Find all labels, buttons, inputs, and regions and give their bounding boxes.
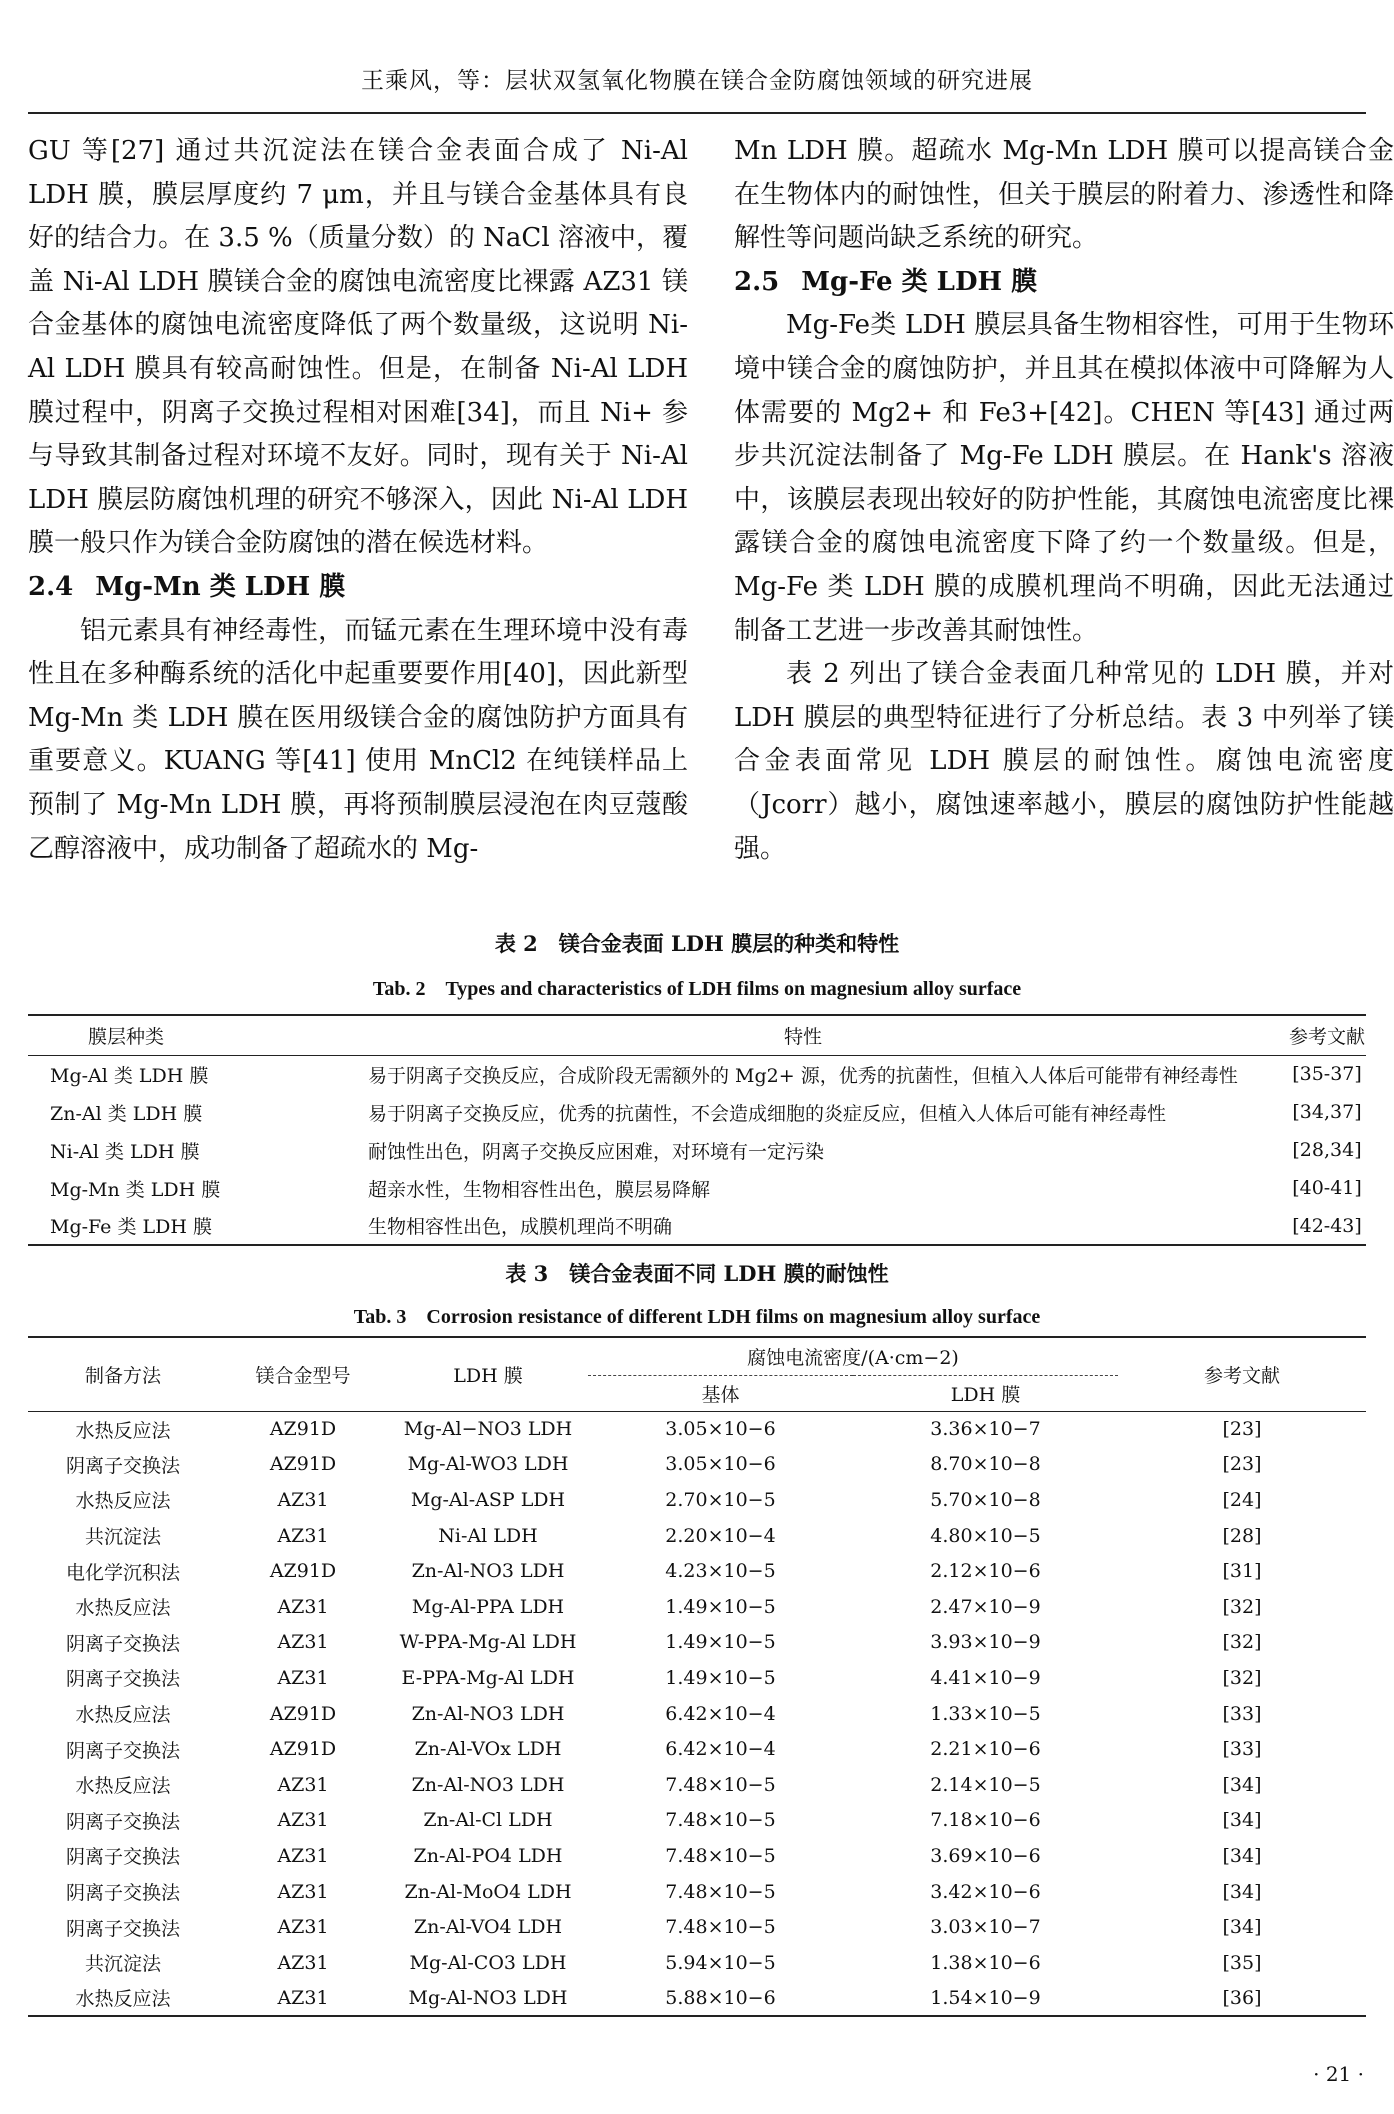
column-header: LDH 膜 bbox=[950, 1383, 1021, 1406]
column-header: 制备方法 bbox=[84, 1364, 161, 1387]
table-cell: AZ31 bbox=[277, 1666, 329, 1689]
table-row bbox=[28, 1055, 1366, 1093]
table-cell: AZ31 bbox=[277, 1773, 329, 1796]
table-cell: AZ31 bbox=[277, 1809, 329, 1832]
table-cell: 生物相容性出色，成膜机理尚不明确 bbox=[368, 1216, 673, 1238]
table-cell: [33] bbox=[1222, 1738, 1262, 1761]
table-cell: [34] bbox=[1222, 1809, 1262, 1832]
table-cell: 7.48×10−5 bbox=[665, 1844, 776, 1867]
table-header-row bbox=[28, 1015, 1366, 1055]
table-row bbox=[28, 1169, 1366, 1207]
table-3 bbox=[28, 1336, 1366, 2017]
table-cell: [32] bbox=[1222, 1631, 1262, 1654]
table-cell: Mg-Al-NO3 LDH bbox=[408, 1986, 568, 2009]
column-header: 特性 bbox=[783, 1025, 822, 1048]
table-cell: 1.33×10−5 bbox=[930, 1702, 1041, 1725]
table-cell: 7.48×10−5 bbox=[665, 1916, 776, 1939]
table-cell: AZ91D bbox=[269, 1453, 337, 1476]
table-cell: 5.88×10−6 bbox=[665, 1986, 776, 2009]
table-cell: 阴离子交换法 bbox=[65, 1917, 180, 1940]
column-group-header: 腐蚀电流密度/(A·cm−2) bbox=[588, 1337, 1118, 1375]
table-cell: AZ31 bbox=[277, 1844, 329, 1867]
table-cell: 1.38×10−6 bbox=[930, 1951, 1041, 1974]
table-cell: Ni-Al 类 LDH 膜 bbox=[50, 1140, 200, 1163]
table-cell: Zn-Al-NO3 LDH bbox=[411, 1702, 565, 1725]
table-cell: 7.48×10−5 bbox=[665, 1773, 776, 1796]
column-header: 基体 bbox=[701, 1383, 740, 1406]
table-cell: AZ31 bbox=[277, 1524, 329, 1547]
column-header: 镁合金型号 bbox=[255, 1364, 351, 1387]
table-cell: Mg-Mn 类 LDH 膜 bbox=[50, 1178, 221, 1201]
table-cell: 共沉淀法 bbox=[84, 1953, 161, 1976]
table-row bbox=[28, 1589, 1366, 1625]
page-number: · 21 · bbox=[1313, 2062, 1364, 2086]
table-cell: 2.70×10−5 bbox=[665, 1488, 776, 1511]
table-row bbox=[28, 1131, 1366, 1169]
table-row bbox=[28, 1411, 1366, 1447]
table-cell: W-PPA-Mg-Al LDH bbox=[399, 1631, 577, 1654]
table-cell: 超亲水性，生物相容性出色，膜层易降解 bbox=[368, 1178, 711, 1201]
section-title: Mg-Fe 类 LDH 膜 bbox=[801, 266, 1038, 297]
table-row bbox=[28, 1981, 1366, 2017]
table-cell: 2.21×10−6 bbox=[930, 1738, 1041, 1761]
table-cell: 3.36×10−7 bbox=[930, 1418, 1041, 1441]
table-cell: Zn-Al-NO3 LDH bbox=[411, 1773, 565, 1796]
table-cell: 6.42×10−4 bbox=[665, 1738, 776, 1761]
table-cell: AZ31 bbox=[277, 1631, 329, 1654]
table-2 bbox=[28, 1014, 1366, 1246]
table-cell: 1.49×10−5 bbox=[665, 1631, 776, 1654]
table-cell: Ni-Al LDH bbox=[438, 1524, 538, 1547]
column-header: 参考文献 bbox=[1288, 1025, 1365, 1048]
table-cell: 阴离子交换法 bbox=[65, 1739, 180, 1762]
table-cell: 阴离子交换法 bbox=[65, 1668, 180, 1691]
table-row bbox=[28, 1482, 1366, 1518]
table-row bbox=[28, 1447, 1366, 1483]
table-cell: Zn-Al 类 LDH 膜 bbox=[50, 1102, 203, 1125]
table-cell: 5.70×10−8 bbox=[930, 1488, 1041, 1511]
table-cell: 4.41×10−9 bbox=[930, 1666, 1041, 1689]
table-cell: 4.23×10−5 bbox=[665, 1560, 776, 1583]
table-cell: 8.70×10−8 bbox=[930, 1453, 1041, 1476]
table-cell: [28] bbox=[1222, 1524, 1262, 1547]
table-row bbox=[28, 1767, 1366, 1803]
table-cell: 水热反应法 bbox=[75, 1597, 171, 1620]
table-cell: 阴离子交换法 bbox=[65, 1454, 180, 1477]
table-cell: 1.54×10−9 bbox=[930, 1986, 1041, 2009]
table-cell: Zn-Al-NO3 LDH bbox=[411, 1560, 565, 1583]
paragraph: Mg-Fe类 LDH 膜层具备生物相容性，可用于生物环境中镁合金的腐蚀防护，并且其在模拟体液中可降解为人体需要的 Mg2+ 和 Fe3+[42]。CHEN 等[43] 通过两步共沉淀法制备了 Mg-Fe LDH 膜层。在 Hank's 溶液中，该膜层表现出较好的防护性能，其腐蚀电流密度比裸露镁合金的腐蚀电流密度下降了约一个数量级。但是，Mg-Fe 类 LDH 膜的成膜机理尚不明确，因此无法通过制备工艺进一步改善其耐蚀性。 bbox=[734, 310, 1394, 646]
table-row bbox=[28, 1945, 1366, 1981]
table3-caption-zh: 表 3 镁合金表面不同 LDH 膜的耐蚀性 bbox=[505, 1261, 889, 1286]
table-cell: 阴离子交换法 bbox=[65, 1846, 180, 1869]
column-header: LDH 膜 bbox=[453, 1364, 523, 1387]
paragraph: GU 等[27] 通过共沉淀法在镁合金表面合成了 Ni-Al LDH 膜，膜层厚度约 7 μm，并且与镁合金基体具有良好的结合力。在 3.5 %（质量分数）的 NaCl 溶液中，覆盖 Ni-Al LDH 膜镁合金的腐蚀电流密度比裸露 AZ31 镁合金基体的腐蚀电流密度降低了两个数量级，这说明 Ni-Al LDH 膜具有较高耐蚀性。但是，在制备 Ni-Al LDH 膜过程中，阴离子交换过程相对困难[34]，而且 Ni+ 参与导致其制备过程对环境不友好。同时，现有关于 Ni-Al LDH 膜层防腐蚀机理的研究不够深入，因此 Ni-Al LDH 膜一般只作为镁合金防腐蚀的潜在候选材料。 bbox=[28, 136, 688, 559]
table-cell: 3.05×10−6 bbox=[665, 1418, 776, 1441]
table-cell: [40-41] bbox=[1292, 1177, 1362, 1199]
table-cell: AZ31 bbox=[277, 1880, 329, 1903]
table-cell: 水热反应法 bbox=[75, 1419, 171, 1442]
table-cell: 水热反应法 bbox=[75, 1704, 171, 1727]
table-cell: 2.20×10−4 bbox=[665, 1524, 776, 1547]
table-cell: [42-43] bbox=[1292, 1214, 1362, 1237]
table-cell: 4.80×10−5 bbox=[930, 1524, 1041, 1547]
paragraph: 铝元素具有神经毒性，而锰元素在生理环境中没有毒性且在多种酶系统的活化中起重要要作用[40]，因此新型 Mg-Mn 类 LDH 膜在医用级镁合金的腐蚀防护方面具有重要意义。KUANG 等[41] 使用 MnCl2 在纯镁样品上预制了 Mg-Mn LDH 膜，再将预制膜层浸泡在肉豆蔻酸乙醇溶液中，成功制备了超疏水的 Mg- bbox=[28, 615, 688, 864]
table-row bbox=[28, 1207, 1366, 1245]
table-row bbox=[28, 1660, 1366, 1696]
table-cell: Zn-Al-MoO4 LDH bbox=[404, 1880, 572, 1903]
table-cell: [28,34] bbox=[1292, 1139, 1362, 1161]
section-heading-2-4 bbox=[28, 566, 688, 610]
table2-caption-en: Tab. 2 Types and characteristics of LDH films on magnesium alloy surface bbox=[372, 978, 1022, 1000]
table-cell: 阴离子交换法 bbox=[65, 1882, 180, 1905]
table-cell: Mg-Al 类 LDH 膜 bbox=[50, 1064, 209, 1087]
table-cell: [35] bbox=[1222, 1951, 1262, 1974]
table3-caption-en: Tab. 3 Corrosion resistance of different LDH films on magnesium alloy surface bbox=[353, 1306, 1041, 1328]
paragraph: Mn LDH 膜。超疏水 Mg-Mn LDH 膜可以提高镁合金在生物体内的耐蚀性，但关于膜层的附着力、渗透性和降解性等问题尚缺乏系统的研究。 bbox=[734, 136, 1394, 254]
table-row bbox=[28, 1731, 1366, 1767]
table-cell: 2.47×10−9 bbox=[930, 1595, 1041, 1618]
table-cell: Mg-Fe 类 LDH 膜 bbox=[50, 1216, 212, 1238]
right-column bbox=[734, 130, 1394, 871]
table-cell: [32] bbox=[1222, 1666, 1262, 1689]
left-column bbox=[28, 130, 688, 871]
table-cell: [34] bbox=[1222, 1844, 1262, 1867]
table-cell: AZ91D bbox=[269, 1702, 337, 1725]
table-cell: 2.12×10−6 bbox=[930, 1560, 1041, 1583]
table-cell: 水热反应法 bbox=[75, 1490, 171, 1513]
table-cell: 3.93×10−9 bbox=[930, 1631, 1041, 1654]
table-cell: AZ91D bbox=[269, 1560, 337, 1583]
table-cell: 3.42×10−6 bbox=[930, 1880, 1041, 1903]
table-cell: Mg-Al-WO3 LDH bbox=[407, 1453, 569, 1476]
section-title: Mg-Mn 类 LDH 膜 bbox=[95, 571, 346, 602]
table-cell: 1.49×10−5 bbox=[665, 1666, 776, 1689]
table-cell: 易于阴离子交换反应，优秀的抗菌性，不会造成细胞的炎症反应，但植入人体后可能有神经毒性 bbox=[368, 1102, 1167, 1125]
table-cell: 3.05×10−6 bbox=[665, 1453, 776, 1476]
table-cell: AZ31 bbox=[277, 1916, 329, 1939]
table-cell: Zn-Al-PO4 LDH bbox=[413, 1844, 563, 1867]
table-cell: AZ31 bbox=[277, 1951, 329, 1974]
table-cell: 7.48×10−5 bbox=[665, 1880, 776, 1903]
table-cell: 3.03×10−7 bbox=[930, 1916, 1041, 1939]
table-cell: [23] bbox=[1222, 1418, 1262, 1441]
table-row bbox=[28, 1093, 1366, 1131]
table-cell: [23] bbox=[1222, 1453, 1262, 1476]
table-cell: Mg-Al-PPA LDH bbox=[411, 1595, 565, 1618]
table-cell: [36] bbox=[1222, 1986, 1262, 2009]
header-rule bbox=[28, 112, 1366, 114]
table-row bbox=[28, 1553, 1366, 1589]
table-cell: 水热反应法 bbox=[75, 1988, 171, 2011]
table-cell: [34] bbox=[1222, 1773, 1262, 1796]
column-header: 参考文献 bbox=[1203, 1364, 1280, 1387]
table-cell: [32] bbox=[1222, 1595, 1262, 1618]
table-cell: 6.42×10−4 bbox=[665, 1702, 776, 1725]
table-cell: [31] bbox=[1222, 1560, 1262, 1583]
table-cell: AZ31 bbox=[277, 1986, 329, 2009]
table-cell: 7.18×10−6 bbox=[930, 1809, 1041, 1832]
table-cell: 阴离子交换法 bbox=[65, 1632, 180, 1655]
table-cell: 5.94×10−5 bbox=[665, 1951, 776, 1974]
table-cell: 易于阴离子交换反应，合成阶段无需额外的 Mg2+ 源，优秀的抗菌性，但植入人体后可能带有神经毒性 bbox=[368, 1064, 1238, 1087]
table-cell: 3.69×10−6 bbox=[930, 1844, 1041, 1867]
table-cell: Mg-Al−NO3 LDH bbox=[403, 1418, 573, 1441]
table-cell: AZ91D bbox=[269, 1738, 337, 1761]
section-number: 2.4 bbox=[28, 571, 74, 602]
table-cell: AZ91D bbox=[269, 1418, 337, 1441]
column-header: 膜层种类 bbox=[88, 1025, 165, 1048]
table-cell: 1.49×10−5 bbox=[665, 1595, 776, 1618]
table-cell: 耐蚀性出色，阴离子交换反应困难，对环境有一定污染 bbox=[368, 1140, 825, 1163]
table-cell: [35-37] bbox=[1292, 1063, 1362, 1086]
table-row bbox=[28, 1803, 1366, 1839]
table-row bbox=[28, 1518, 1366, 1554]
table-row bbox=[28, 1838, 1366, 1874]
section-heading-2-5 bbox=[734, 261, 1394, 305]
table-cell: [34] bbox=[1222, 1916, 1262, 1939]
table-cell: Mg-Al-CO3 LDH bbox=[409, 1951, 567, 1974]
table-cell: Zn-Al-VO4 LDH bbox=[413, 1916, 563, 1939]
running-head: 王乘风，等：层状双氢氧化物膜在镁合金防腐蚀领域的研究进展 bbox=[361, 68, 1033, 94]
section-number: 2.5 bbox=[734, 266, 780, 297]
table-cell: 2.14×10−5 bbox=[930, 1773, 1041, 1796]
table-cell: Zn-Al-VOx LDH bbox=[414, 1738, 562, 1761]
table-cell: Mg-Al-ASP LDH bbox=[410, 1488, 566, 1511]
table-cell: E-PPA-Mg-Al LDH bbox=[401, 1666, 575, 1689]
table-header-row bbox=[28, 1337, 1366, 1375]
table-row bbox=[28, 1696, 1366, 1732]
table-cell: 水热反应法 bbox=[75, 1775, 171, 1798]
table2-caption-zh: 表 2 镁合金表面 LDH 膜层的种类和特性 bbox=[494, 931, 900, 956]
table-row bbox=[28, 1909, 1366, 1945]
table-cell: [34,37] bbox=[1292, 1101, 1362, 1123]
table-cell: 7.48×10−5 bbox=[665, 1809, 776, 1832]
table-cell: 共沉淀法 bbox=[84, 1526, 161, 1549]
table-cell: [33] bbox=[1222, 1702, 1262, 1725]
paragraph: 表 2 列出了镁合金表面几种常见的 LDH 膜，并对 LDH 膜层的典型特征进行了分析总结。表 3 中列举了镁合金表面常见 LDH 膜层的耐蚀性。腐蚀电流密度（Jcorr）越小，腐蚀速率越小，膜层的腐蚀防护性能越强。 bbox=[734, 659, 1394, 864]
table-cell: [34] bbox=[1222, 1880, 1262, 1903]
table-cell: 阴离子交换法 bbox=[65, 1810, 180, 1833]
table-cell: Zn-Al-Cl LDH bbox=[423, 1809, 553, 1832]
table-row bbox=[28, 1874, 1366, 1910]
table-row bbox=[28, 1625, 1366, 1661]
table-cell: AZ31 bbox=[277, 1595, 329, 1618]
table-cell: 电化学沉积法 bbox=[65, 1561, 180, 1584]
table-cell: AZ31 bbox=[277, 1488, 329, 1511]
table-cell: [24] bbox=[1222, 1488, 1262, 1511]
